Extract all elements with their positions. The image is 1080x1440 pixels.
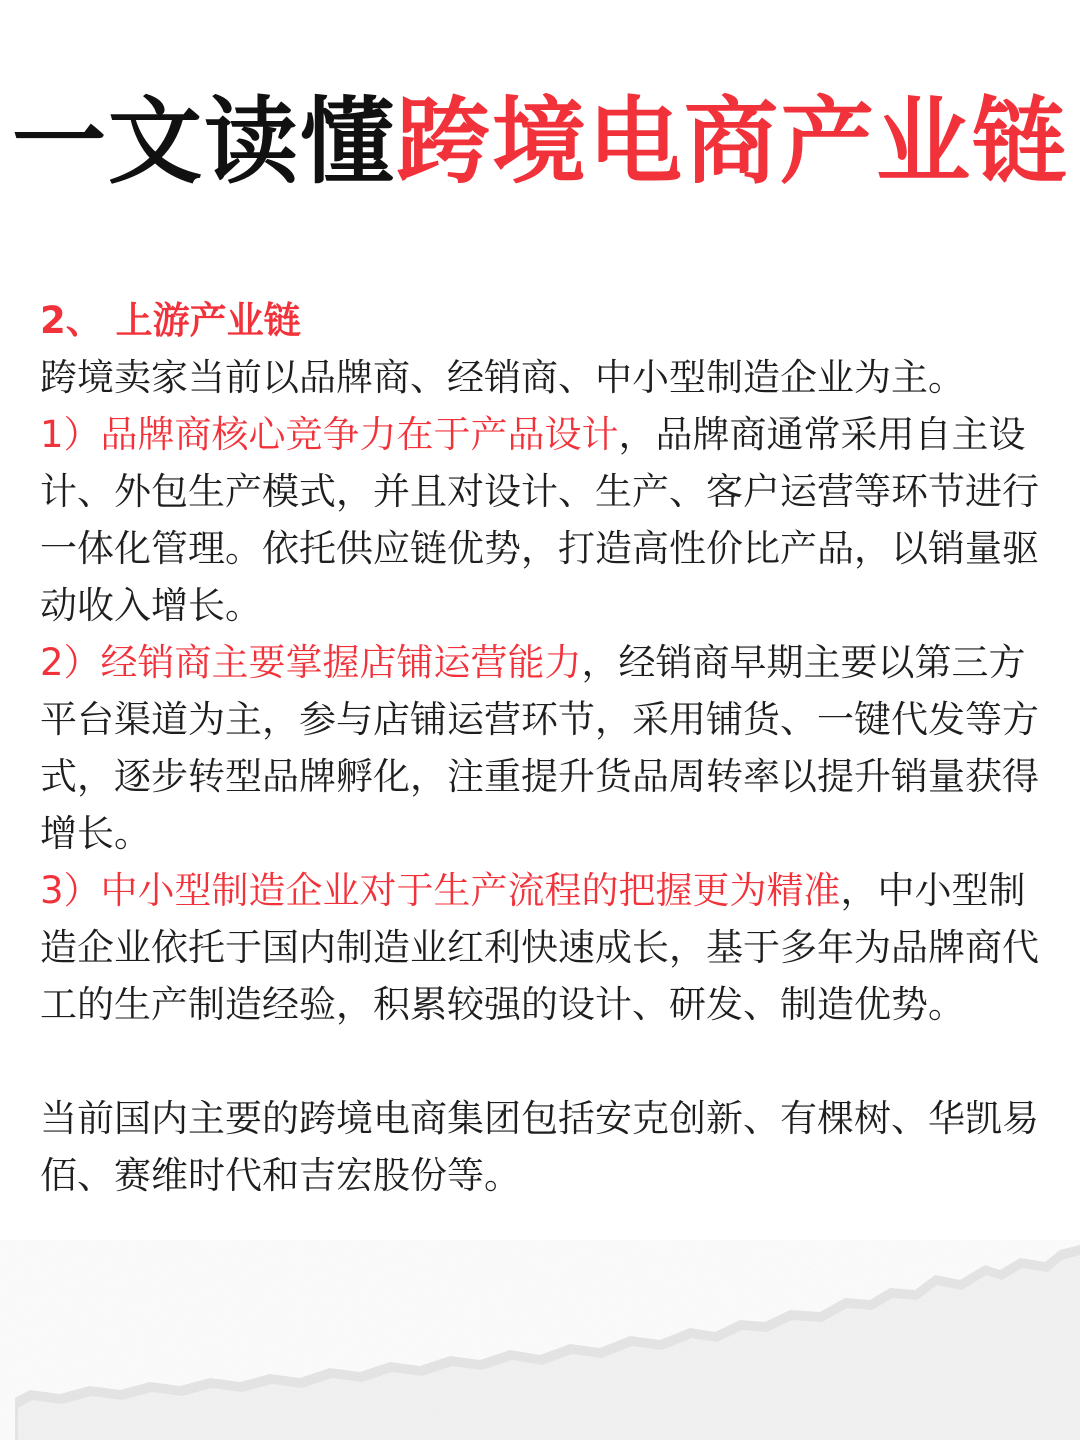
page-title — [0, 88, 1080, 198]
section-heading: 2、 上游产业链 — [40, 299, 301, 342]
section-intro: 跨境卖家当前以品牌商、经销商、中小型制造企业为主。 — [40, 356, 965, 399]
item-2-text: ，经销商早期主要以第三方平台渠道为主，参与店铺运营环节，采用铺货、一键代发等方式，逐步转型品牌孵化，注重提升货品周转率以提升销量获得增长。 — [40, 641, 1039, 855]
article-body — [40, 292, 1040, 1204]
closing-paragraph: 当前国内主要的跨境电商集团包括安克创新、有棵树、华凯易佰、赛维时代和吉宏股份等。 — [40, 1097, 1039, 1197]
item-3-text: ，中小型制造企业依托于国内制造业红利快速成长，基于多年为品牌商代工的生产制造经验，积累较强的设计、研发、制造优势。 — [40, 869, 1039, 1026]
torn-paper-grain — [0, 1240, 1080, 1440]
title-black-part: 一文读懂 — [11, 88, 396, 197]
paragraph-spacer — [40, 1033, 1040, 1090]
item-3-highlight: 3）中小型制造企业对于生产流程的把握更为精准 — [40, 869, 841, 912]
paragraph-item-2 — [40, 634, 1040, 862]
item-1-highlight: 1）品牌商核心竞争力在于产品设计 — [40, 413, 619, 456]
torn-paper-decoration — [0, 1240, 1080, 1440]
title-red-part: 跨境电商产业链 — [396, 88, 1069, 197]
paragraph-item-1 — [40, 406, 1040, 634]
paragraph-item-3 — [40, 862, 1040, 1033]
item-1-text: ，品牌商通常采用自主设计、外包生产模式，并且对设计、生产、客户运营等环节进行一体化管理。依托供应链优势，打造高性价比产品，以销量驱动收入增长。 — [40, 413, 1039, 627]
item-2-highlight: 2）经销商主要掌握店铺运营能力 — [40, 641, 582, 684]
